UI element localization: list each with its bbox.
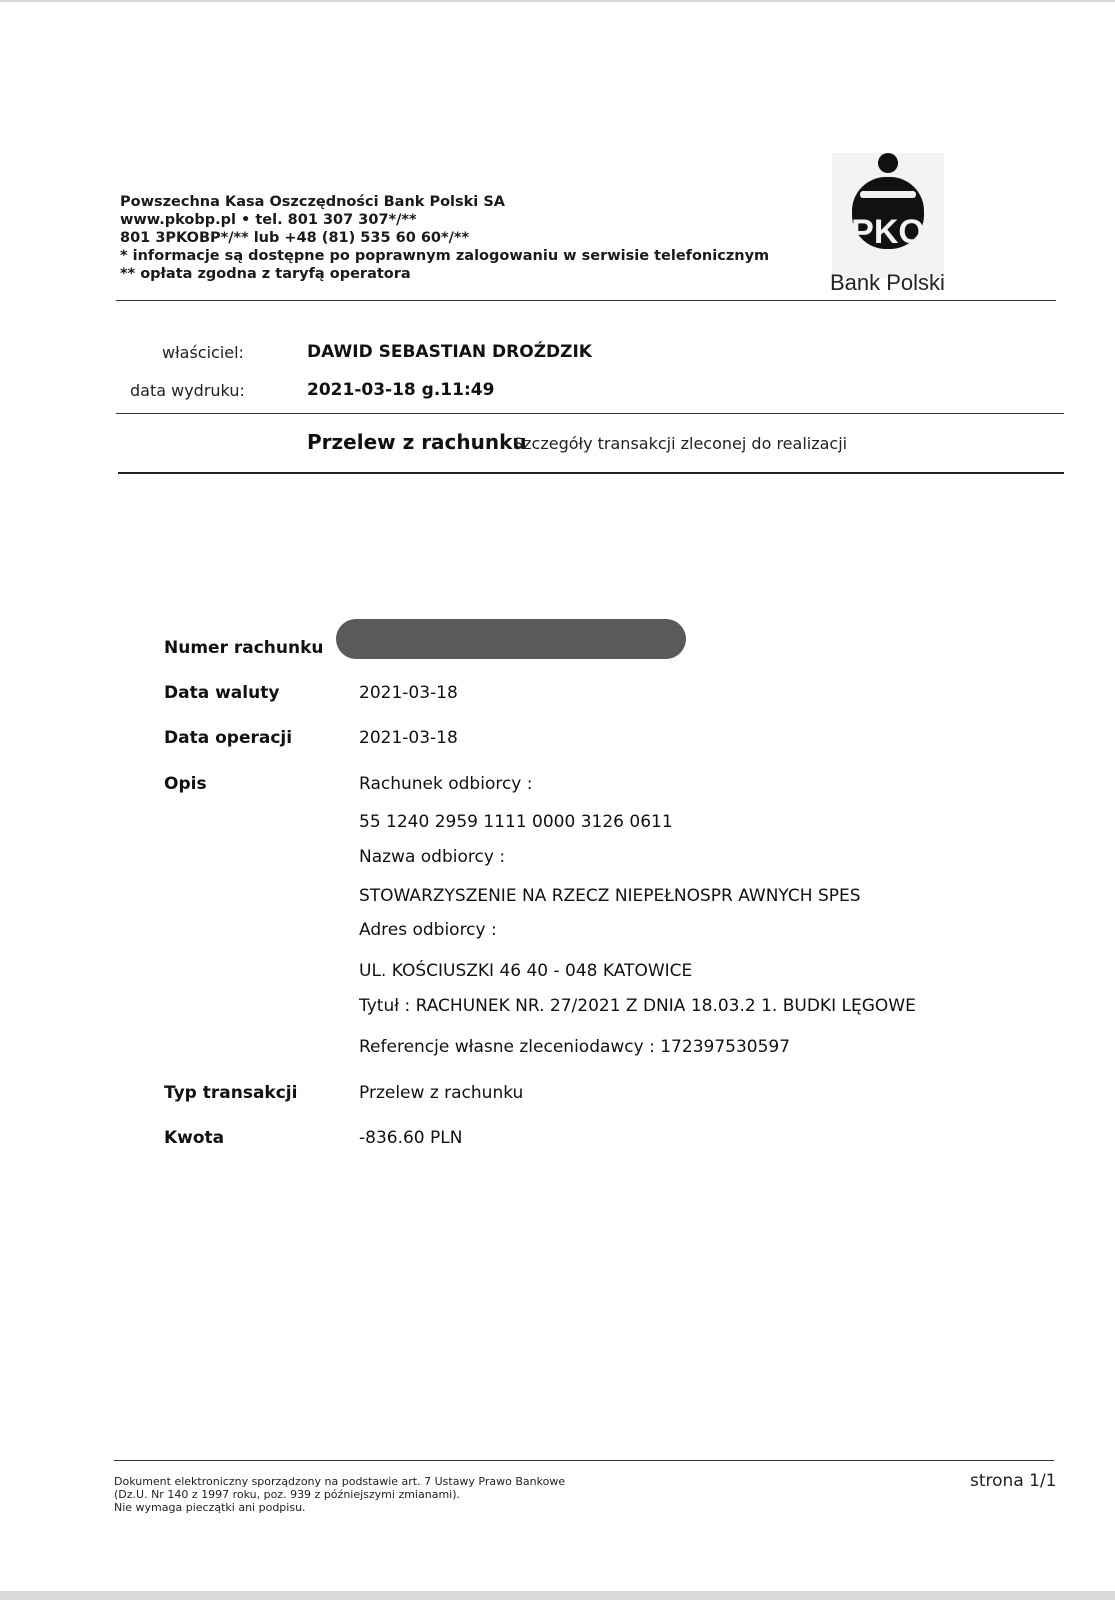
operation-date: 2021-03-18 [359,728,458,748]
section-subtitle: Szczegóły transakcji zleconej do realizacji [513,434,848,453]
bank-info-line: * informacje są dostępne po poprawnym zalogowaniu w serwisie telefonicznym [120,248,770,264]
description-line: UL. KOŚCIUSZKI 46 40 - 048 KATOWICE [359,961,693,981]
description-line: Nazwa odbiorcy : [359,847,506,867]
logo-letters: PKO [851,213,925,251]
section-title: Przelew z rachunku [307,430,527,454]
description-line: Rachunek odbiorcy : [359,774,533,794]
bank-info-line: ** opłata zgodna z taryfą operatora [120,266,411,282]
bank-info-line: 801 3PKOBP*/** lub +48 (81) 535 60 60*/** [120,230,470,246]
logo-caption: Bank Polski [830,270,945,295]
document-page [0,2,1115,1591]
bank-info-line: Powszechna Kasa Oszczędności Bank Polski SA [120,194,505,210]
amount-value: -836.60 PLN [359,1128,463,1148]
section-divider [118,472,1064,474]
description-line: Adres odbiorcy : [359,920,497,940]
operation-date-label: Data operacji [164,728,293,748]
owner-label: właściciel: [162,343,244,362]
value-date-label: Data waluty [164,683,280,703]
owner-name: DAWID SEBASTIAN DROŹDZIK [307,342,592,362]
print-date-value: 2021-03-18 g.11:49 [307,380,495,400]
piggy-bank-logo-icon [832,153,944,278]
meta-divider [116,413,1064,414]
footer-note-line: Nie wymaga pieczątki ani podpisu. [114,1501,306,1514]
pko-logo [832,153,944,278]
description-line: 55 1240 2959 1111 0000 3126 0611 [359,812,673,832]
bank-contact-info [120,193,769,283]
redacted-account-number [336,619,686,659]
value-date: 2021-03-18 [359,683,458,703]
bank-info-line: www.pkobp.pl • tel. 801 307 307*/** [120,212,417,228]
description-line: STOWARZYSZENIE NA RZECZ NIEPEŁNOSPR AWNYCH SPES [359,886,861,906]
header-divider [116,300,1056,301]
description-label: Opis [164,774,207,794]
transaction-type: Przelew z rachunku [359,1083,524,1103]
footer-legal-note [114,1475,565,1514]
page-number: strona 1/1 [970,1471,1057,1491]
description-line: Tytuł : RACHUNEK NR. 27/2021 Z DNIA 18.03.2 1. BUDKI LĘGOWE [359,996,916,1016]
footer-divider [114,1460,1054,1461]
transaction-type-label: Typ transakcji [164,1083,298,1103]
footer-note-line: (Dz.U. Nr 140 z 1997 roku, poz. 939 z późniejszymi zmianami). [114,1488,461,1501]
print-date-label: data wydruku: [130,381,245,400]
description-line: Referencje własne zleceniodawcy : 172397530597 [359,1037,791,1057]
account-number-label: Numer rachunku [164,638,324,658]
amount-label: Kwota [164,1128,225,1148]
footer-note-line: Dokument elektroniczny sporządzony na podstawie art. 7 Ustawy Prawo Bankowe [114,1475,566,1488]
